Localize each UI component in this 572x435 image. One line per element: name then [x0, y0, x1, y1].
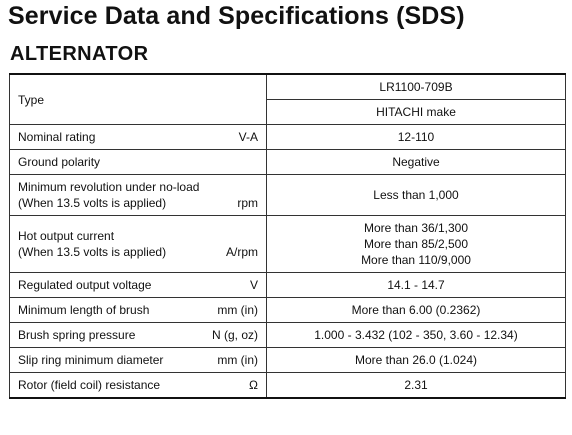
table-row-nominal-rating: [10, 125, 566, 150]
spec-value: More than 26.0 (1.024): [354, 353, 478, 367]
spec-value: More than 110/9,000: [361, 253, 471, 267]
spec-label: Minimum length of brush: [18, 303, 150, 317]
spec-label: Brush spring pressure: [18, 328, 136, 342]
label-cell: [10, 175, 267, 216]
spec-label: Slip ring minimum diameter: [18, 353, 164, 367]
type-make-cell: [267, 100, 566, 125]
value-cell: [267, 175, 566, 216]
table-row-regulated-output-voltage: [10, 273, 566, 298]
label-cell: [10, 273, 267, 298]
spec-label: Ground polarity: [18, 155, 101, 169]
value-cell: [267, 298, 566, 323]
table-row-type: [10, 74, 566, 100]
table-row-slip-ring-diameter: [10, 348, 566, 373]
spec-unit: mm (in): [217, 303, 258, 317]
label-cell: [10, 216, 267, 273]
value-cell: [267, 373, 566, 399]
spec-value: More than 85/2,500: [363, 237, 469, 251]
table-row-hot-output-current: [10, 216, 566, 273]
spec-unit: V-A: [238, 130, 258, 144]
spec-value: More than 6.00 (0.2362): [351, 303, 481, 317]
table-row-rotor-resistance: [10, 373, 566, 399]
type-label: Type: [18, 92, 45, 107]
value-cell: [267, 348, 566, 373]
value-cell: [267, 150, 566, 175]
table-row-minimum-brush-length: [10, 298, 566, 323]
spec-label-note: (When 13.5 volts is applied): [18, 245, 167, 259]
spec-unit: Ω: [249, 378, 258, 392]
value-cell: [267, 216, 566, 273]
label-cell: [10, 298, 267, 323]
spec-value: Negative: [392, 155, 440, 169]
spec-label-note: (When 13.5 volts is applied): [18, 196, 167, 210]
spec-label: Rotor (field coil) resistance: [18, 378, 161, 392]
spec-value: More than 36/1,300: [363, 221, 469, 235]
value-cell: [267, 125, 566, 150]
spec-value: Less than 1,000: [373, 188, 459, 202]
spec-label: Nominal rating: [18, 130, 96, 144]
value-cell: [267, 273, 566, 298]
label-cell: [10, 348, 267, 373]
type-model-cell: [267, 74, 566, 100]
spec-table: [9, 73, 566, 399]
spec-label: Hot output current: [18, 229, 115, 243]
spec-unit: mm (in): [217, 353, 258, 367]
spec-value: 12-110: [397, 130, 435, 144]
label-cell: [10, 323, 267, 348]
type-make-value: HITACHI make: [376, 105, 456, 119]
table-row-brush-spring-pressure: [10, 323, 566, 348]
section-title: ALTERNATOR: [10, 43, 149, 65]
type-label-cell: [10, 74, 267, 125]
spec-value: 2.31: [404, 378, 428, 392]
value-cell: [267, 323, 566, 348]
label-cell: [10, 373, 267, 399]
spec-label: Minimum revolution under no-load: [18, 180, 200, 194]
spec-label: Regulated output voltage: [18, 278, 152, 292]
spec-value: 1.000 - 3.432 (102 - 350, 3.60 - 12.34): [314, 328, 518, 342]
table-row-ground-polarity: [10, 150, 566, 175]
spec-unit: A/rpm: [225, 245, 258, 259]
table-row-minimum-revolution: [10, 175, 566, 216]
label-cell: [10, 125, 267, 150]
page-title: Service Data and Specifications (SDS): [8, 2, 465, 30]
spec-unit: V: [249, 278, 258, 292]
label-cell: [10, 150, 267, 175]
type-model-value: LR1100-709B: [379, 80, 453, 94]
spec-unit: rpm: [237, 196, 258, 210]
spec-unit: N (g, oz): [211, 328, 258, 342]
spec-value: 14.1 - 14.7: [387, 278, 445, 292]
